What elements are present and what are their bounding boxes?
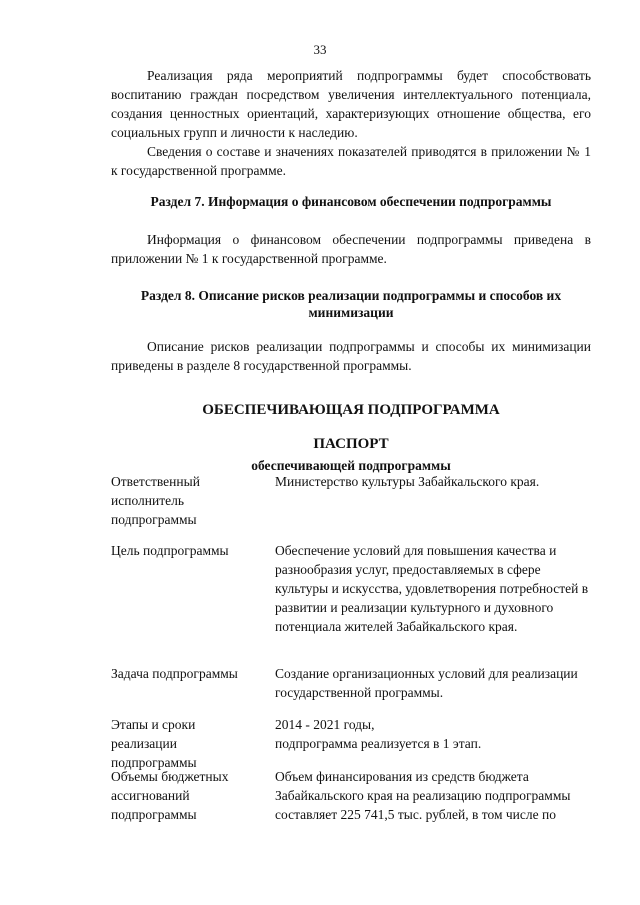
intro-paragraph-1: Реализация ряда мероприятий подпрограммы будет способствовать воспитанию граждан посредством увеличения интеллектуального потенциала, создания ценностных ориентаций, характеризующих отношение общества, его социальных групп и личности к наследию.: [111, 68, 591, 140]
passport-row-label: Этапы и сроки реализации подпрограммы: [111, 717, 197, 770]
subprogram-title: ОБЕСПЕЧИВАЮЩАЯ ПОДПРОГРАММА: [202, 402, 500, 418]
passport-row-value: Объем финансирования из средств бюджета Забайкальского края на реализацию подпрограммы составляет 225 741,5 тыс. рублей, в том числе по: [275, 769, 571, 822]
passport-row-value-line: подпрограмма реализуется в 1 этап.: [275, 736, 482, 751]
passport-row-value: Обеспечение условий для повышения качества и разнообразия услуг, предоставляемых в сфере культуры и искусства, удовлетворения потребностей в развитии и реализации культурного и духовного потенциала жителей Забайкальского края.: [275, 543, 589, 634]
passport-title: ПАСПОРТ: [313, 436, 389, 452]
section-8-heading: Раздел 8. Описание рисков реализации подпрограммы и способов их минимизации: [140, 288, 562, 320]
section-7-heading: Раздел 7. Информация о финансовом обеспечении подпрограммы: [150, 194, 552, 209]
passport-row-label: Задача подпрограммы: [111, 666, 238, 681]
passport-row-value: Создание организационных условий для реализации государственной программы.: [275, 666, 578, 700]
passport-row-value-line: 2014 - 2021 годы,: [275, 717, 375, 732]
passport-subtitle: обеспечивающей подпрограммы: [251, 458, 451, 473]
section-7-text: Информация о финансовом обеспечении подпрограммы приведена в приложении № 1 к государственной программе.: [111, 232, 591, 266]
passport-row-label: Объемы бюджетных ассигнований подпрограммы: [111, 769, 229, 822]
passport-row-label: Цель подпрограммы: [111, 543, 229, 558]
section-8-text: Описание рисков реализации подпрограммы и способы их минимизации приведены в разделе 8 государственной программы.: [111, 339, 591, 373]
passport-row-value: Министерство культуры Забайкальского края.: [275, 474, 540, 489]
passport-row-value: [275, 715, 593, 753]
page-number: 33: [313, 42, 327, 57]
passport-row-label: Ответственный исполнитель подпрограммы: [111, 474, 200, 527]
intro-paragraph-2: Сведения о составе и значениях показателей приводятся в приложении № 1 к государственной программе.: [111, 144, 591, 178]
